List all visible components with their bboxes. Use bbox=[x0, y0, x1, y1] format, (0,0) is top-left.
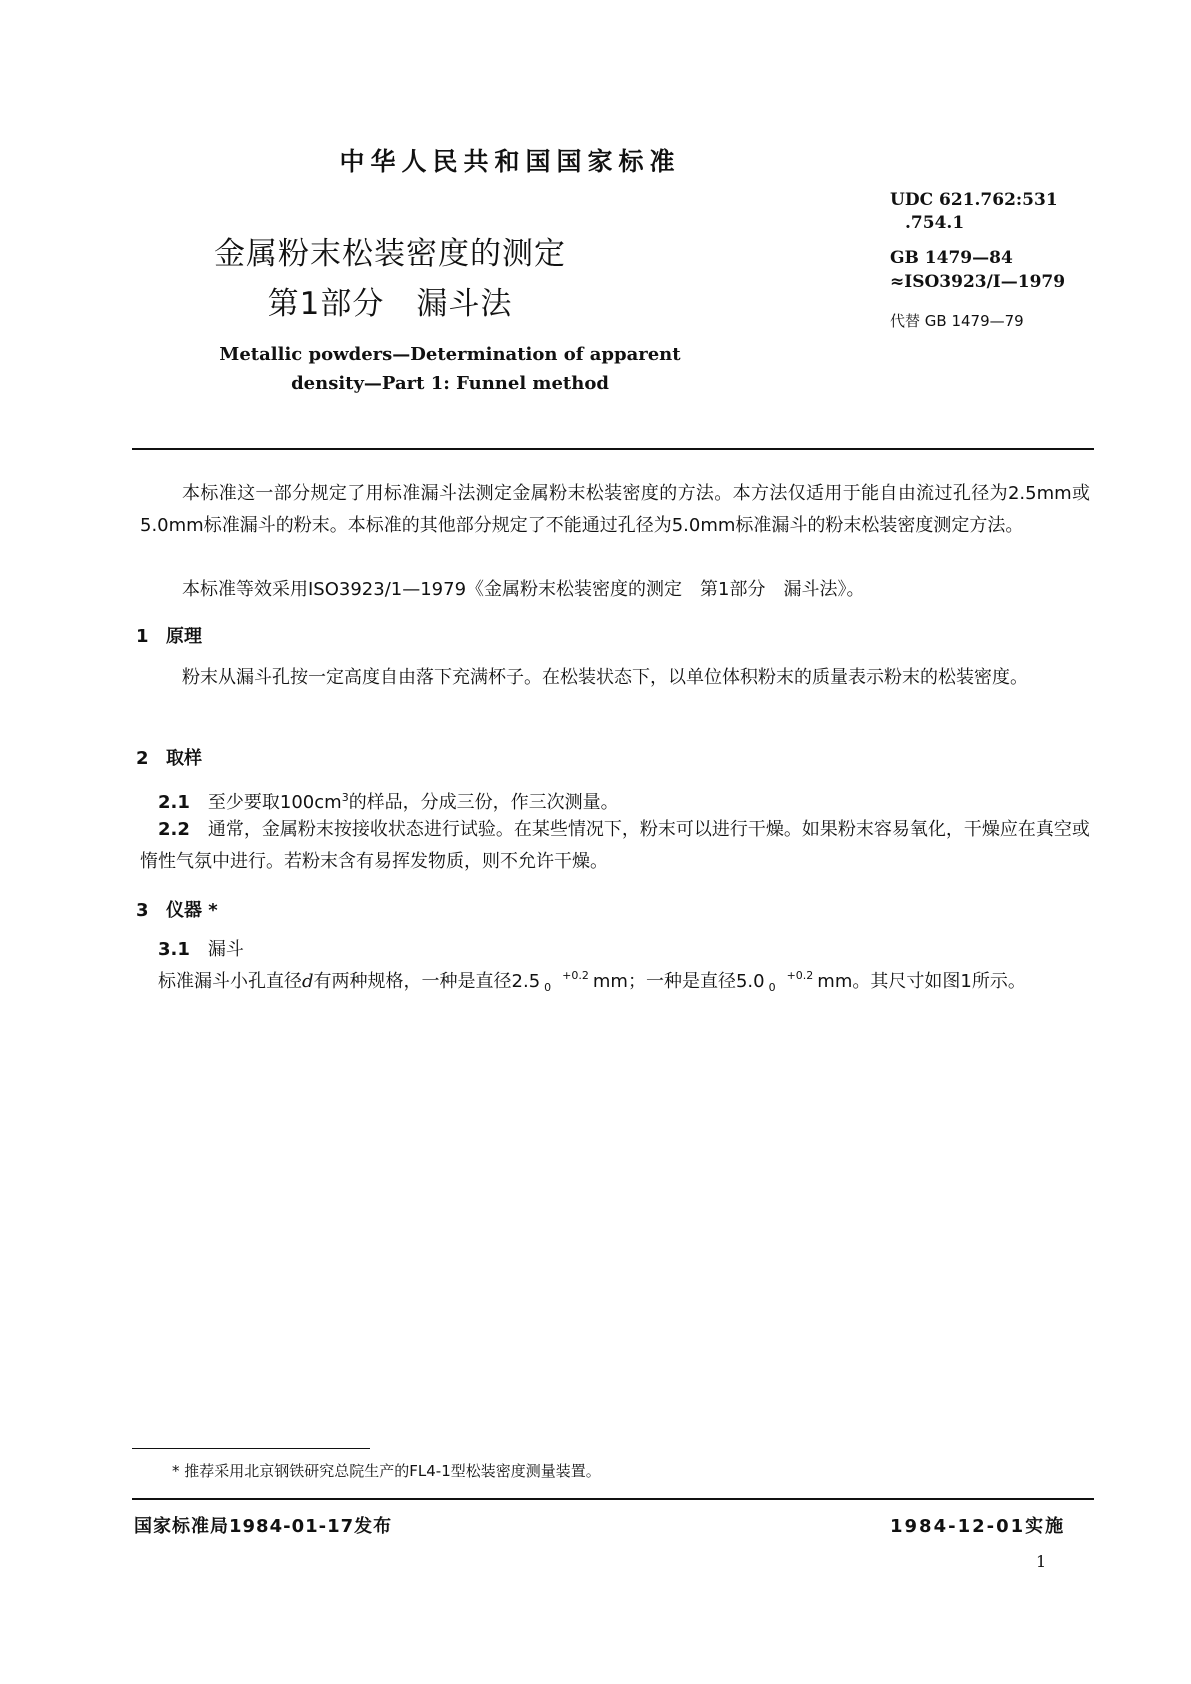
section-1-body: 粉末从漏斗孔按一定高度自由落下充满杯子。在松装状态下，以单位体积粉末的质量表示粉末的松装密度。 bbox=[182, 667, 1028, 688]
iso-equivalent: ≈ISO3923/I—1979 bbox=[890, 272, 1066, 292]
top-rule bbox=[132, 448, 1094, 450]
clause-text: 通常，金属粉末按接收状态进行试验。在某些情况下，粉末可以进行干燥。如果粉末容易氧化，干燥应在真空或惰性气氛中进行。若粉末含有易挥发物质，则不允许干燥。 bbox=[140, 819, 1090, 872]
effective-date: 1984-12-01实施 bbox=[890, 1516, 1066, 1537]
title-english-line1: Metallic powders—Determination of apparent bbox=[219, 344, 681, 365]
section-3-heading bbox=[136, 896, 218, 922]
body-text: mm。其尺寸如图1所示。 bbox=[817, 971, 1026, 992]
clause-2-2 bbox=[140, 814, 1090, 878]
tolerance bbox=[769, 970, 814, 994]
section-title: 取样 bbox=[166, 748, 202, 769]
section-number: 2 bbox=[136, 748, 149, 769]
section-title: 仪器 * bbox=[166, 900, 218, 921]
body-text: mm；一种是直径5.0 bbox=[592, 971, 765, 992]
udc-number: UDC 621.762:531 bbox=[890, 190, 1058, 210]
replaces-standard: 代替 GB 1479—79 bbox=[890, 312, 1024, 330]
variable-d: d bbox=[302, 971, 314, 992]
udc-number-continued: .754.1 bbox=[905, 213, 965, 233]
clause-text: 的样品，分成三份，作三次测量。 bbox=[348, 792, 619, 813]
section-1-heading bbox=[136, 622, 202, 648]
gb-number: GB 1479—84 bbox=[890, 248, 1013, 268]
section-number: 3 bbox=[136, 900, 149, 921]
tolerance-upper: +0.2 bbox=[786, 969, 814, 982]
superscript: 3 bbox=[341, 791, 349, 804]
clause-text: 至少要取100cm bbox=[207, 792, 342, 813]
clause-3-1-body bbox=[140, 966, 1090, 998]
tolerance-lower: 0 bbox=[768, 981, 776, 994]
clause-3-1-heading bbox=[158, 934, 1088, 966]
bottom-rule bbox=[132, 1498, 1094, 1500]
footnote-rule bbox=[132, 1448, 370, 1449]
tolerance bbox=[544, 970, 589, 994]
section-number: 1 bbox=[136, 626, 149, 647]
clause-number: 2.1 bbox=[158, 792, 190, 813]
footnote: * 推荐采用北京钢铁研究总院生产的FL4-1型松装密度测量装置。 bbox=[172, 1462, 601, 1480]
issue-date: 国家标准局1984-01-17发布 bbox=[134, 1516, 393, 1537]
title-english-line2: density—Part 1: Funnel method bbox=[291, 373, 609, 394]
clause-number: 2.2 bbox=[158, 819, 190, 840]
clause-number: 3.1 bbox=[158, 939, 190, 960]
page-number: 1 bbox=[1036, 1552, 1047, 1571]
title-chinese-line1: 金属粉末松装密度的测定 bbox=[214, 236, 566, 272]
tolerance-upper: +0.2 bbox=[562, 969, 589, 982]
title-chinese-line2: 第1部分 漏斗法 bbox=[267, 286, 513, 322]
national-standard-heading: 中华人民共和国国家标准 bbox=[339, 147, 681, 176]
intro-paragraph-2: 本标准等效采用ISO3923/1—1979《金属粉末松装密度的测定 第1部分 漏斗法》。 bbox=[182, 579, 865, 600]
tolerance-lower: 0 bbox=[544, 981, 552, 994]
body-text: 标准漏斗小孔直径 bbox=[158, 971, 302, 992]
intro-paragraph-1: 本标准这一部分规定了用标准漏斗法测定金属粉末松装密度的方法。本方法仅适用于能自由流过孔径为2.5mm或5.0mm标准漏斗的粉末。本标准的其他部分规定了不能通过孔径为5.0mm标准漏斗的粉末松装密度测定方法。 bbox=[140, 483, 1090, 536]
section-2-heading bbox=[136, 744, 202, 770]
clause-title: 漏斗 bbox=[207, 939, 244, 960]
section-title: 原理 bbox=[166, 626, 202, 647]
body-text: 有两种规格，一种是直径2.5 bbox=[313, 971, 541, 992]
